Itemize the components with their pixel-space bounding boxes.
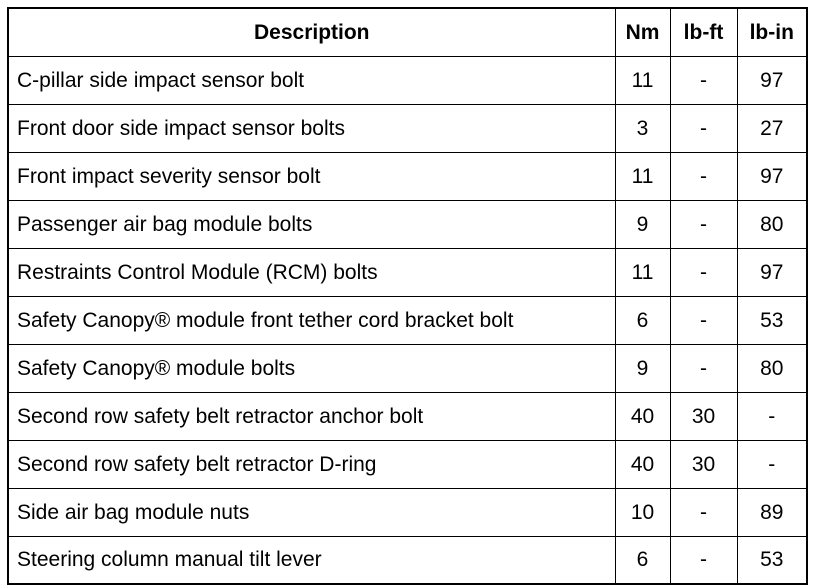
cell-description: Front door side impact sensor bolts xyxy=(8,104,615,152)
cell-lbin: 27 xyxy=(737,104,807,152)
cell-lbin: 53 xyxy=(737,536,807,584)
cell-lbin: 97 xyxy=(737,56,807,104)
cell-nm: 10 xyxy=(615,488,670,536)
table-header xyxy=(8,8,807,56)
cell-nm: 40 xyxy=(615,392,670,440)
torque-spec-table xyxy=(7,7,808,585)
cell-lbin: 89 xyxy=(737,488,807,536)
cell-nm: 40 xyxy=(615,440,670,488)
table-row xyxy=(8,440,807,488)
cell-description: Second row safety belt retractor D-ring xyxy=(8,440,615,488)
header-nm: Nm xyxy=(615,8,670,56)
table-row xyxy=(8,488,807,536)
cell-nm: 6 xyxy=(615,296,670,344)
cell-lbft: 30 xyxy=(670,392,737,440)
table-row xyxy=(8,104,807,152)
cell-lbin: 80 xyxy=(737,200,807,248)
header-lbin: lb-in xyxy=(737,8,807,56)
cell-lbin: - xyxy=(737,440,807,488)
cell-lbin: 97 xyxy=(737,248,807,296)
cell-lbin: - xyxy=(737,392,807,440)
table-row xyxy=(8,56,807,104)
cell-description: Steering column manual tilt lever xyxy=(8,536,615,584)
cell-description: Side air bag module nuts xyxy=(8,488,615,536)
cell-nm: 6 xyxy=(615,536,670,584)
cell-lbft: - xyxy=(670,536,737,584)
cell-lbft: - xyxy=(670,152,737,200)
header-lbft: lb-ft xyxy=(670,8,737,56)
table-body xyxy=(8,56,807,584)
cell-lbft: - xyxy=(670,296,737,344)
cell-nm: 9 xyxy=(615,200,670,248)
table-row xyxy=(8,536,807,584)
cell-lbft: - xyxy=(670,248,737,296)
cell-description: Safety Canopy® module bolts xyxy=(8,344,615,392)
cell-nm: 11 xyxy=(615,248,670,296)
cell-description: Safety Canopy® module front tether cord bracket bolt xyxy=(8,296,615,344)
cell-lbft: - xyxy=(670,56,737,104)
cell-description: Front impact severity sensor bolt xyxy=(8,152,615,200)
cell-description: C-pillar side impact sensor bolt xyxy=(8,56,615,104)
cell-lbft: - xyxy=(670,488,737,536)
table-row xyxy=(8,200,807,248)
table-row xyxy=(8,296,807,344)
cell-lbft: - xyxy=(670,200,737,248)
cell-lbft: - xyxy=(670,104,737,152)
cell-lbin: 80 xyxy=(737,344,807,392)
cell-description: Second row safety belt retractor anchor bolt xyxy=(8,392,615,440)
cell-nm: 11 xyxy=(615,152,670,200)
cell-description: Restraints Control Module (RCM) bolts xyxy=(8,248,615,296)
cell-description: Passenger air bag module bolts xyxy=(8,200,615,248)
table-row xyxy=(8,344,807,392)
table-row xyxy=(8,392,807,440)
header-row xyxy=(8,8,807,56)
cell-lbin: 53 xyxy=(737,296,807,344)
header-description: Description xyxy=(8,8,615,56)
cell-lbft: 30 xyxy=(670,440,737,488)
cell-lbin: 97 xyxy=(737,152,807,200)
cell-nm: 11 xyxy=(615,56,670,104)
table-row xyxy=(8,152,807,200)
table-row xyxy=(8,248,807,296)
cell-nm: 3 xyxy=(615,104,670,152)
cell-nm: 9 xyxy=(615,344,670,392)
cell-lbft: - xyxy=(670,344,737,392)
